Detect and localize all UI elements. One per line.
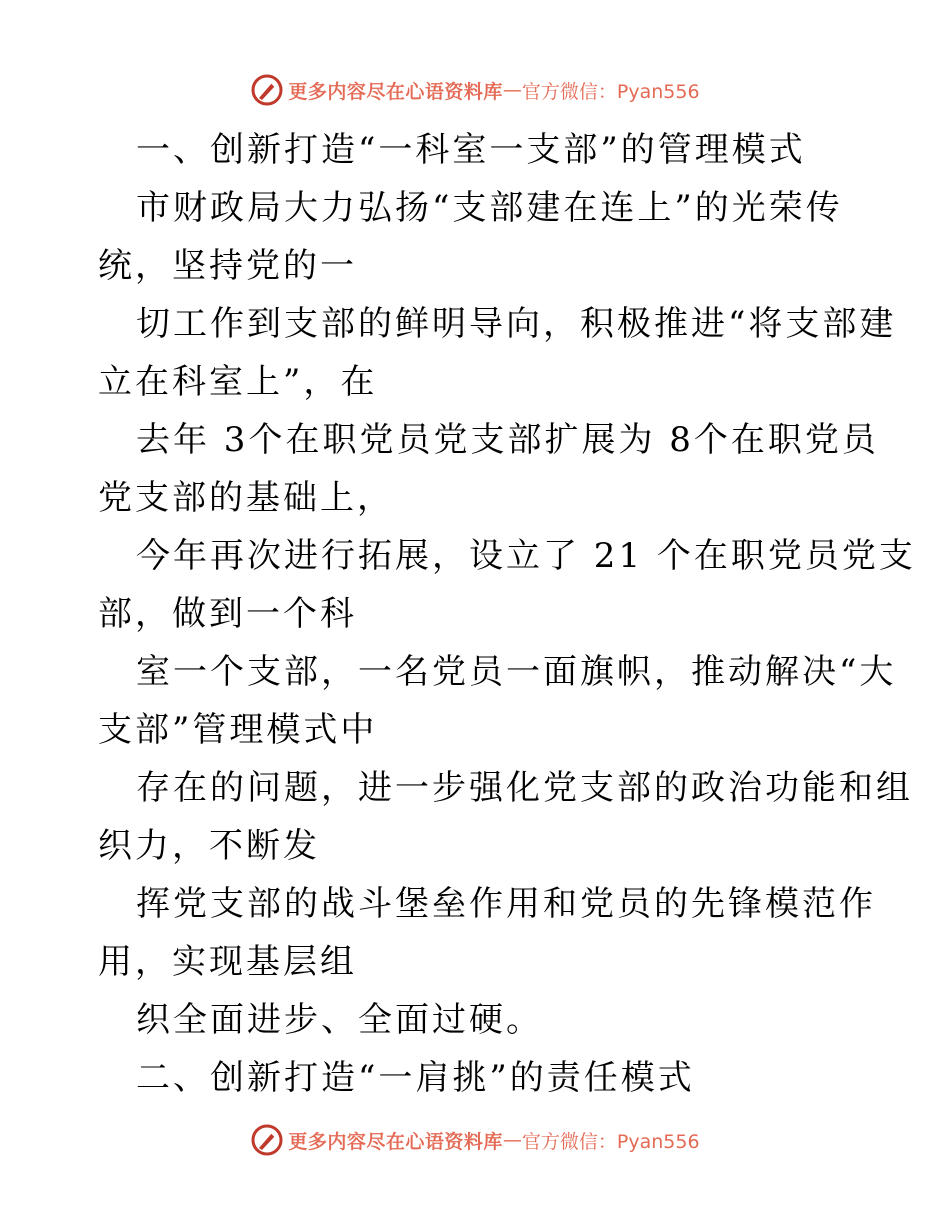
section-heading-1: 一、创新打造“一科室一支部”的管理模式 [136,130,806,170]
paragraph-line: 统，坚持党的一 [98,246,357,286]
paragraph-line: 去年 3个在职党员党支部扩展为 8个在职党员 [136,420,879,460]
paragraph-line: 用，实现基层组 [98,942,357,982]
watermark-site-text: 更多内容尽在心语资料库 [288,1130,503,1153]
paragraph-line: 织全面进步、全面过硬。 [136,1000,543,1040]
watermark-separator: — [502,1129,522,1151]
paragraph-line: 支部”管理模式中 [98,710,378,750]
paragraph-line: 立在科室上”，在 [98,362,378,402]
paragraph-line: 党支部的基础上， [98,478,394,518]
watermark-contact: 官方微信：Pyan556 [521,1130,700,1153]
paragraph-line: 室一个支部，一名党员一面旗帜，推动解决“大 [136,652,897,692]
paragraph-line: 存在的问题，进一步强化党支部的政治功能和组 [136,768,913,808]
paragraph-line: 切工作到支部的鲜明导向，积极推进“将支部建 [136,304,897,344]
paragraph-line: 部，做到一个科 [98,594,357,634]
paragraph-line: 市财政局大力弘扬“支部建在连上”的光荣传 [136,188,843,228]
footer-watermark [0,1118,950,1162]
quill-logo-icon [250,1123,284,1157]
paragraph-line: 织力，不断发 [98,826,320,866]
watermark-separator: — [502,79,522,101]
paragraph-line: 今年再次进行拓展，设立了 21 个在职党员党支 [136,536,916,576]
paragraph-line: 挥党支部的战斗堡垒作用和党员的先锋模范作 [136,884,876,924]
watermark-site-text: 更多内容尽在心语资料库 [288,80,503,103]
section-heading-2: 二、创新打造“一肩挑”的责任模式 [136,1058,695,1098]
watermark-contact: 官方微信：Pyan556 [521,80,700,103]
